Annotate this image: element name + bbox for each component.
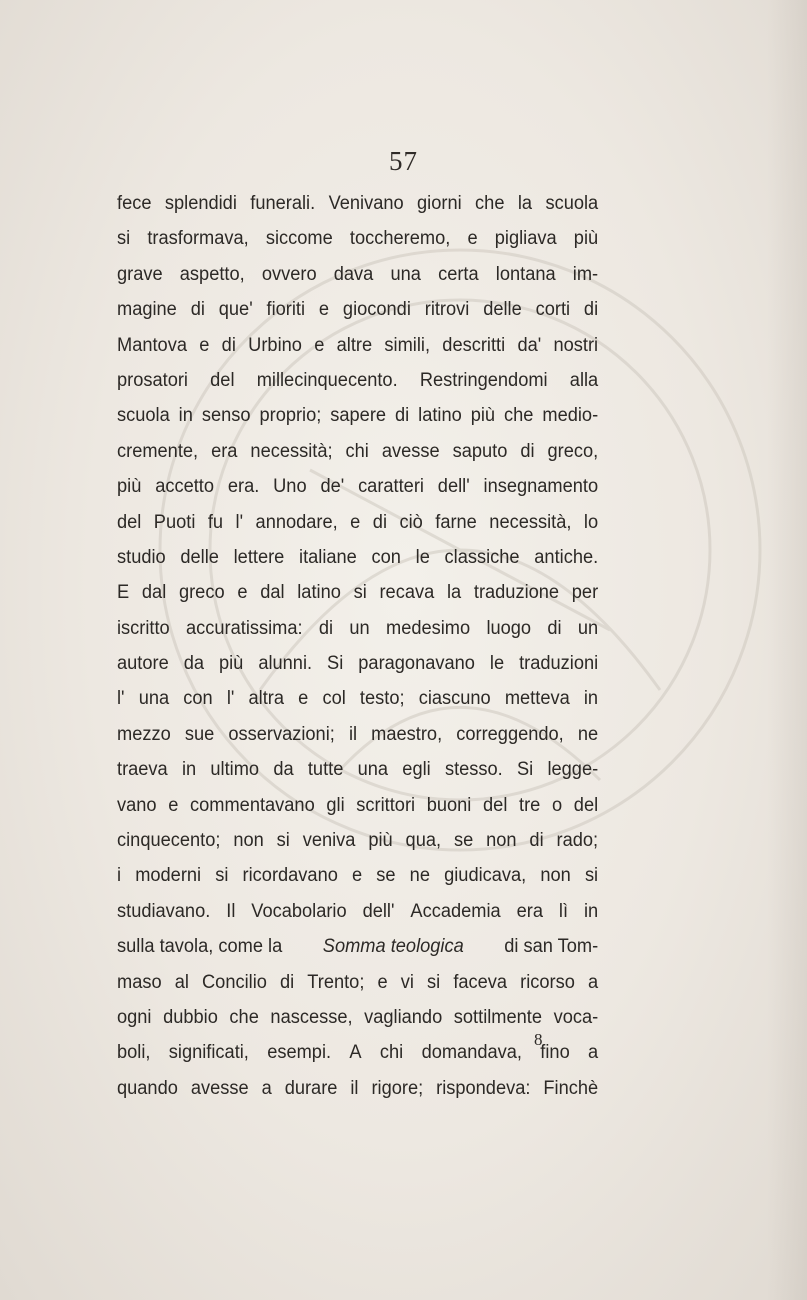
text-line: magine di que' fioriti e giocondi ritrovi delle corti di xyxy=(117,299,599,321)
text-line: l' una con l' altra e col testo; ciascuno metteva in xyxy=(117,688,599,710)
text-line: i moderni si ricordavano e se ne giudicava, non si xyxy=(117,865,599,887)
text-line: grave aspetto, ovvero dava una certa lontana im- xyxy=(117,263,599,285)
text-line: prosatori del millecinquecento. Restringendomi alla xyxy=(117,369,599,391)
text-line: E dal greco e dal latino si recava la traduzione per xyxy=(117,582,599,604)
text-line: si trasformava, siccome toccheremo, e pigliava più xyxy=(117,228,599,250)
text-line: scuola in senso proprio; sapere di latino più che medio- xyxy=(117,405,599,427)
text-line: Mantova e di Urbino e altre simili, descritti da' nostri xyxy=(117,334,599,356)
text-line: del Puoti fu l' annodare, e di ciò farne necessità, lo xyxy=(117,511,599,533)
text-line-with-title xyxy=(117,929,598,964)
text-segment: di san Tom- xyxy=(504,936,599,958)
body-text xyxy=(117,186,599,1106)
text-line: quando avesse a durare il rigore; rispondeva: Finchè xyxy=(117,1077,599,1099)
text-line: cremente, era necessità; chi avesse saputo di greco, xyxy=(117,440,599,462)
text-line: studiavano. Il Vocabolario dell' Accademia era lì in xyxy=(117,900,599,922)
text-line: maso al Concilio di Trento; e vi si faceva ricorso a xyxy=(117,971,599,993)
signature-mark: 8 xyxy=(534,1030,543,1049)
text-line: più accetto era. Uno de' caratteri dell' insegnamento xyxy=(117,476,599,498)
text-line: cinquecento; non si veniva più qua, se non di rado; xyxy=(117,830,599,852)
text-line: mezzo sue osservazioni; il maestro, correggendo, ne xyxy=(117,723,599,745)
text-line: boli, significati, esempi. A chi domandava, fino a xyxy=(117,1042,599,1064)
text-line: vano e commentavano gli scrittori buoni del tre o del xyxy=(117,794,599,816)
text-line: autore da più alunni. Si paragonavano le traduzioni xyxy=(117,653,599,675)
book-title-italic: Somma teologica xyxy=(322,936,464,958)
text-line: ogni dubbio che nascesse, vagliando sottilmente voca- xyxy=(117,1006,599,1028)
text-line: iscritto accuratissima: di un medesimo luogo di un xyxy=(117,617,599,639)
text-line: traeva in ultimo da tutte una egli stesso. Si legge- xyxy=(117,759,599,781)
text-segment: sulla tavola, come la xyxy=(117,936,283,958)
page-edge-shadow xyxy=(767,0,807,1300)
page-number: 57 xyxy=(389,146,418,176)
text-line: studio delle lettere italiane con le classiche antiche. xyxy=(117,546,599,568)
text-line: fece splendidi funerali. Venivano giorni che la scuola xyxy=(117,193,599,214)
